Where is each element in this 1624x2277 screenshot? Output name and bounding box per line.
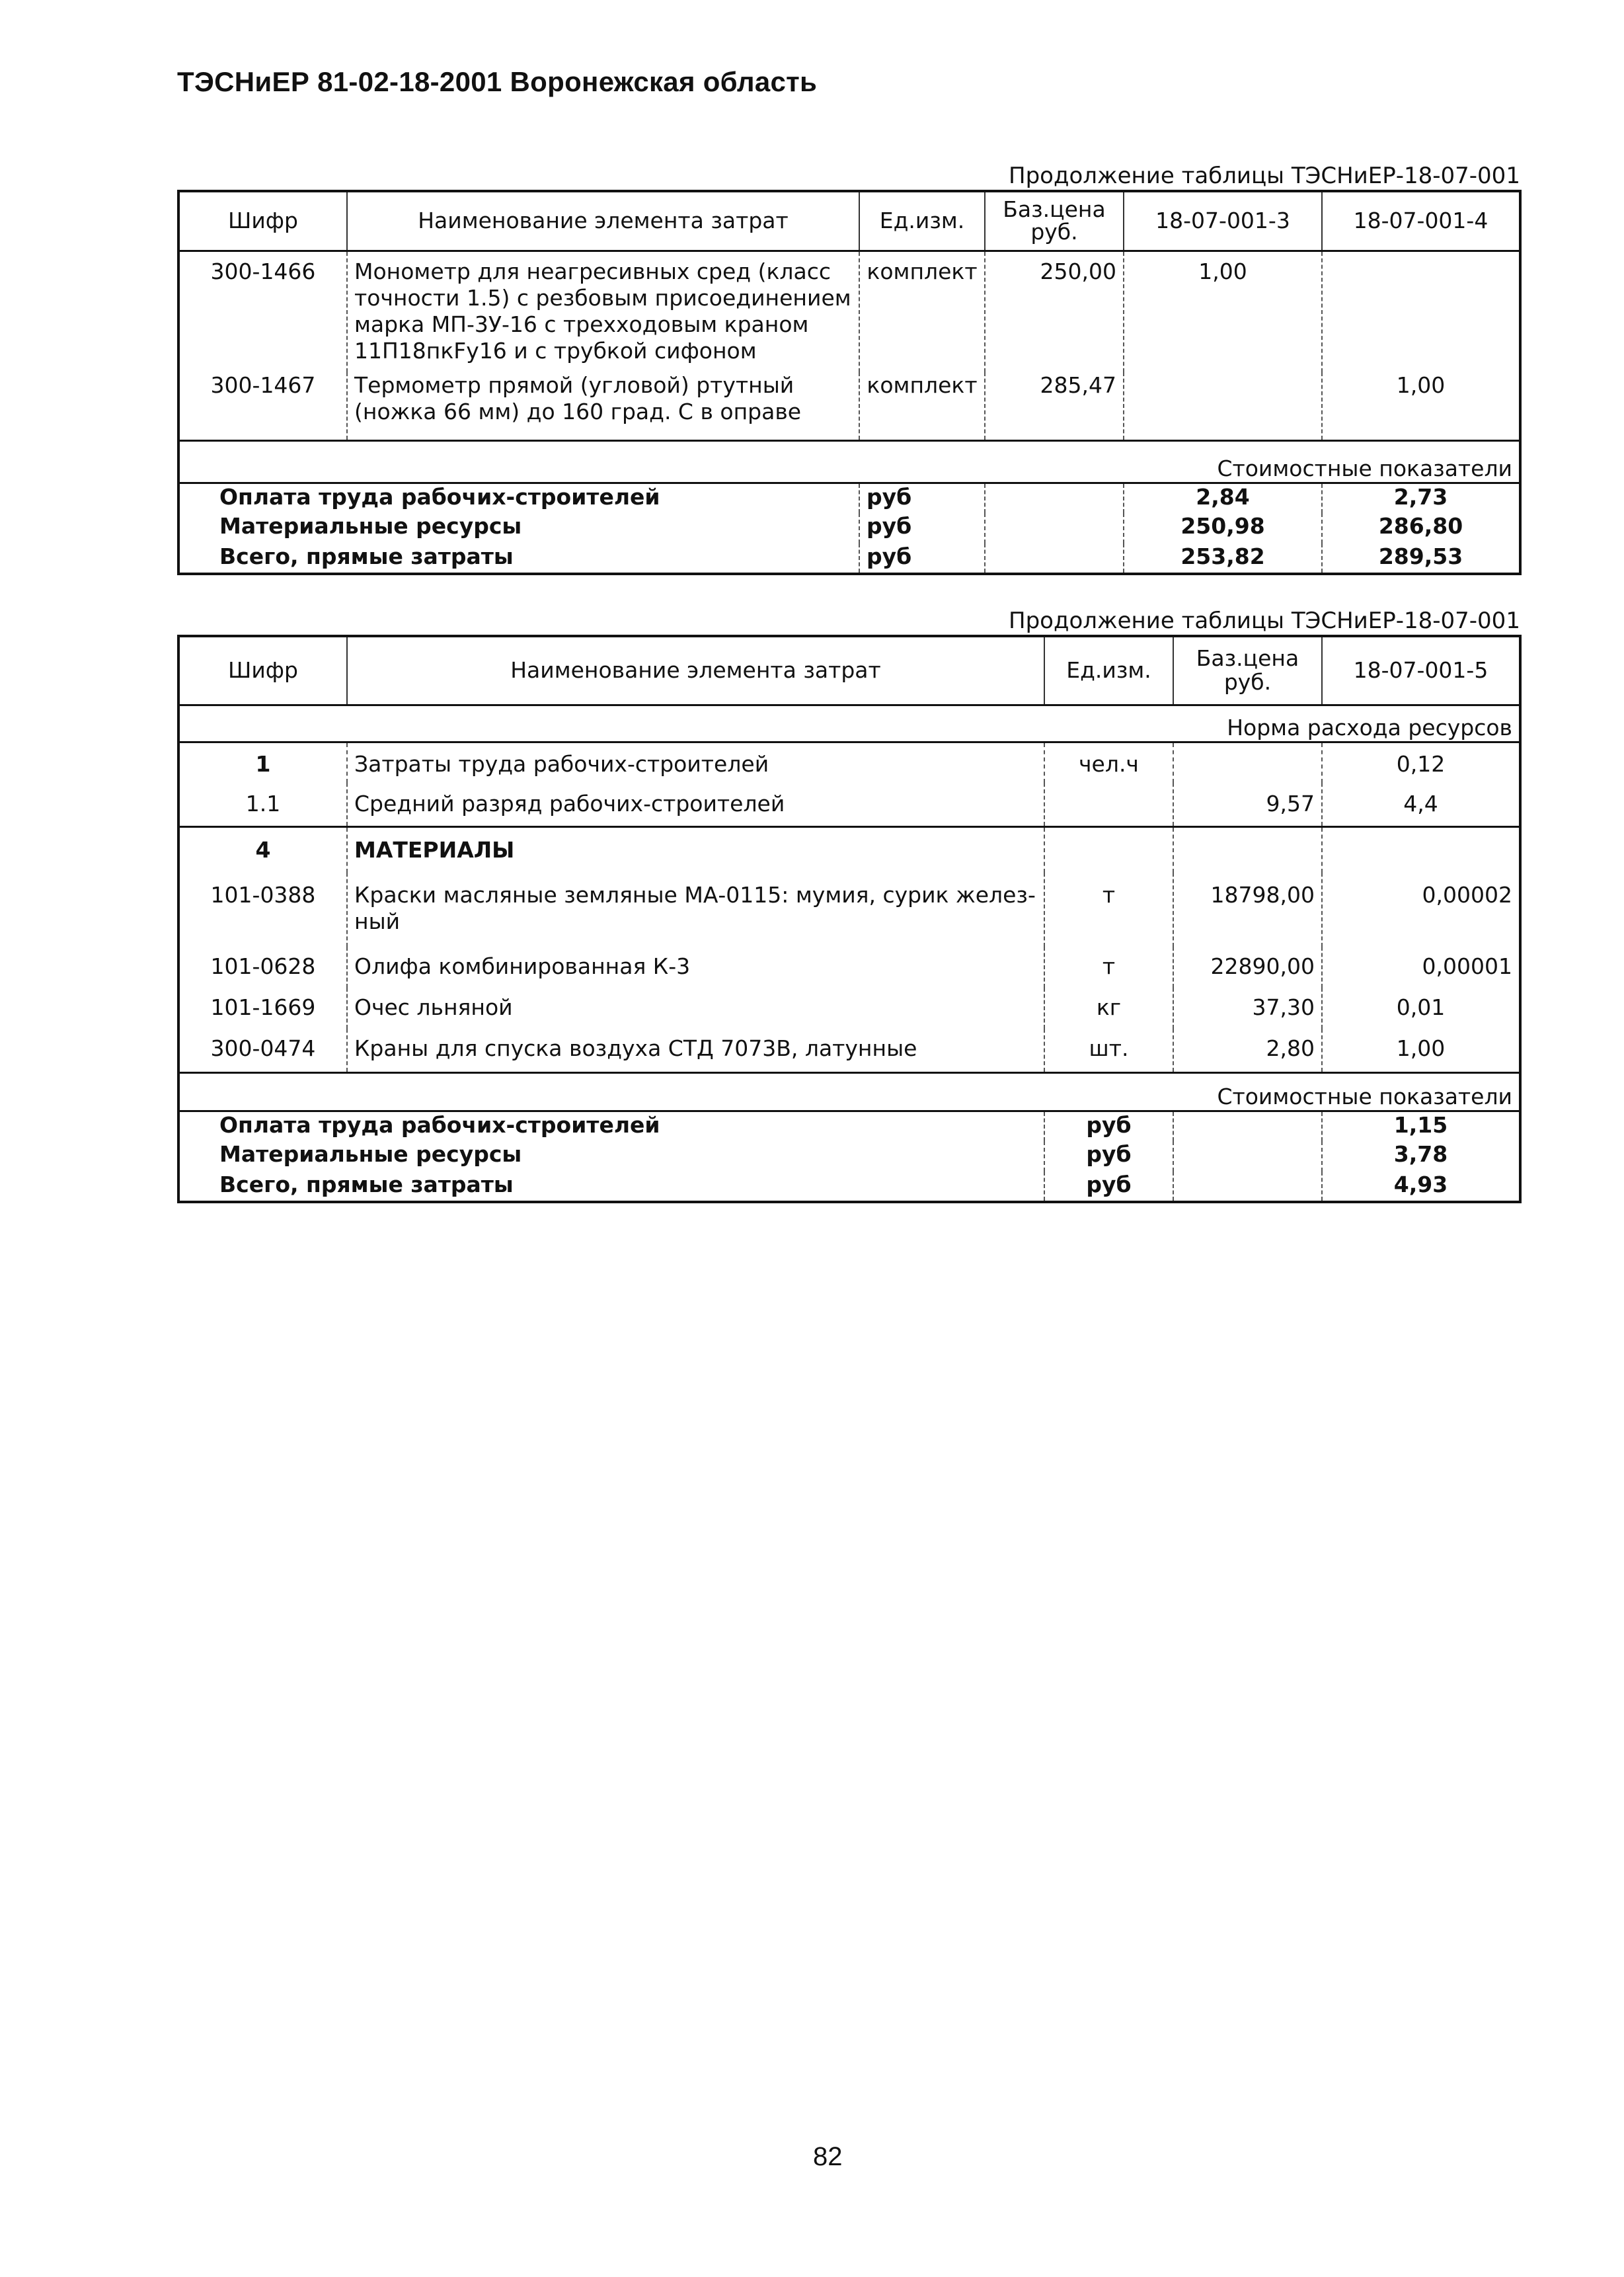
- row-name: Очес льняной: [347, 988, 1044, 1029]
- row-price: 18798,00: [1173, 873, 1322, 947]
- table-row: [178, 826, 1520, 873]
- total-label: Всего, прямые затраты: [219, 543, 514, 569]
- row-unit: т: [1044, 873, 1173, 947]
- total-label: Оплата труда рабочих-строителей: [219, 1111, 660, 1138]
- row-value-5: 0,00001: [1322, 947, 1520, 988]
- row-code: 300-0474: [210, 1035, 316, 1061]
- row-value-4: 1,00: [1322, 372, 1520, 440]
- row-unit: комплект: [859, 251, 985, 372]
- row-price: [1173, 742, 1322, 783]
- table-row: [178, 873, 1520, 947]
- row-price: 285,47: [985, 372, 1124, 440]
- total-value-5: 3,78: [1322, 1141, 1520, 1172]
- row-code: 101-0628: [210, 953, 316, 979]
- total-unit: руб: [1044, 1141, 1173, 1172]
- row-value-3: 1,00: [1124, 251, 1322, 372]
- col-header-name: Наименование элемента затрат: [347, 191, 859, 251]
- totals-row: [178, 1111, 1520, 1141]
- row-value-5: 0,01: [1322, 988, 1520, 1029]
- total-value-3: 250,98: [1124, 513, 1322, 543]
- total-value-5: 4,93: [1322, 1172, 1520, 1202]
- total-label: Всего, прямые затраты: [219, 1172, 514, 1197]
- total-value-3: 2,84: [1124, 483, 1322, 513]
- section-row: [178, 705, 1520, 742]
- total-value-5: 1,15: [1322, 1111, 1520, 1141]
- total-unit: руб: [859, 543, 985, 574]
- col-header-name: Наименование элемента затрат: [347, 636, 1044, 705]
- total-unit: руб: [1044, 1172, 1173, 1202]
- col-header-norm-4: 18-07-001-4: [1322, 191, 1520, 251]
- row-code: 1.1: [245, 791, 281, 817]
- row-value-5: 0,00002: [1322, 873, 1520, 947]
- table1-caption: Продолжение таблицы ТЭСНиЕР-18-07-001: [1009, 163, 1520, 189]
- section-row: [178, 1072, 1520, 1111]
- row-code: 101-0388: [210, 882, 316, 908]
- table-row: [178, 251, 1520, 372]
- table-row: [178, 372, 1520, 440]
- row-value-5: 4,4: [1322, 783, 1520, 826]
- row-unit: чел.ч: [1044, 742, 1173, 783]
- col-header-unit: Ед.изм.: [859, 191, 985, 251]
- row-price: 37,30: [1173, 988, 1322, 1029]
- row-value-3: [1124, 372, 1322, 440]
- section-label: Стоимостные показатели: [1217, 1083, 1512, 1109]
- row-unit: [1044, 826, 1173, 873]
- section-row: [178, 440, 1520, 483]
- row-value-5: 0,12: [1322, 742, 1520, 783]
- row-price: 250,00: [985, 251, 1124, 372]
- table-row: [178, 783, 1520, 826]
- row-name: Затраты труда рабочих-строителей: [347, 742, 1044, 783]
- row-name: Краны для спуска воздуха СТД 7073В, латунные: [347, 1029, 1044, 1072]
- total-label: Материальные ресурсы: [219, 1141, 522, 1167]
- row-value-5: [1322, 826, 1520, 873]
- totals-row: [178, 1172, 1520, 1202]
- row-value-5: 1,00: [1322, 1029, 1520, 1072]
- totals-row: [178, 1141, 1520, 1172]
- estimate-table-1: [177, 190, 1522, 575]
- table-header-row: [178, 191, 1520, 251]
- col-header-norm-3: 18-07-001-3: [1124, 191, 1322, 251]
- table2-caption: Продолжение таблицы ТЭСНиЕР-18-07-001: [1009, 608, 1520, 634]
- norm-label: Норма расхода ресурсов: [1227, 714, 1512, 740]
- row-price: 9,57: [1173, 783, 1322, 826]
- table-header-row: [178, 636, 1520, 705]
- col-header-unit: Ед.изм.: [1044, 636, 1173, 705]
- row-unit: комплект: [859, 372, 985, 440]
- row-name: Олифа комбинированная К-3: [347, 947, 1044, 988]
- totals-row: [178, 483, 1520, 513]
- row-name: Краски масляные земляные МА-0115: мумия, сурик желез-ный: [347, 873, 1044, 947]
- row-code: 300-1467: [210, 372, 316, 398]
- row-code: 1: [255, 750, 271, 777]
- col-header-base-price: Баз.цена руб.: [1173, 636, 1322, 705]
- total-label: Материальные ресурсы: [219, 513, 522, 539]
- row-name: Средний разряд рабочих-строителей: [347, 783, 1044, 826]
- page-number: 82: [813, 2142, 843, 2171]
- row-code: 4: [255, 836, 271, 863]
- row-price: [1173, 826, 1322, 873]
- table-row: [178, 1029, 1520, 1072]
- row-code: 101-1669: [210, 994, 316, 1020]
- col-header-base-price: Баз.цена руб.: [985, 191, 1124, 251]
- table-row: [178, 988, 1520, 1029]
- total-unit: руб: [1044, 1111, 1173, 1141]
- total-value-4: 286,80: [1322, 513, 1520, 543]
- col-header-code: Шифр: [228, 208, 298, 234]
- total-unit: руб: [859, 483, 985, 513]
- total-value-4: 2,73: [1322, 483, 1520, 513]
- total-value-4: 289,53: [1322, 543, 1520, 574]
- total-unit: руб: [859, 513, 985, 543]
- row-name: Термометр прямой (угловой) ртутный (ножка 66 мм) до 160 град. С в оправе: [347, 372, 859, 440]
- row-value-4: [1322, 251, 1520, 372]
- estimate-table-2: [177, 635, 1522, 1203]
- row-unit: шт.: [1044, 1029, 1173, 1072]
- section-label: Стоимостные показатели: [1217, 455, 1512, 481]
- row-price: 2,80: [1173, 1029, 1322, 1072]
- total-label: Оплата труда рабочих-строителей: [219, 483, 660, 510]
- totals-row: [178, 543, 1520, 574]
- row-unit: [1044, 783, 1173, 826]
- page-title: ТЭСНиЕР 81-02-18-2001 Воронежская область: [177, 66, 818, 97]
- table-row: [178, 947, 1520, 988]
- col-header-norm-5: 18-07-001-5: [1322, 636, 1520, 705]
- total-value-3: 253,82: [1124, 543, 1322, 574]
- col-header-code: Шифр: [228, 657, 298, 684]
- row-unit: т: [1044, 947, 1173, 988]
- row-code: 300-1466: [210, 258, 316, 284]
- row-unit: кг: [1044, 988, 1173, 1029]
- row-price: 22890,00: [1173, 947, 1322, 988]
- row-name: Монометр для неагресивных сред (класс точности 1.5) с резбовым присоединением марка МП-3У-16 с трехходовым краном 11П18пкFу16 и с трубкой сифоном: [347, 251, 859, 372]
- totals-row: [178, 513, 1520, 543]
- row-name: МАТЕРИАЛЫ: [347, 826, 1044, 873]
- table-row: [178, 742, 1520, 783]
